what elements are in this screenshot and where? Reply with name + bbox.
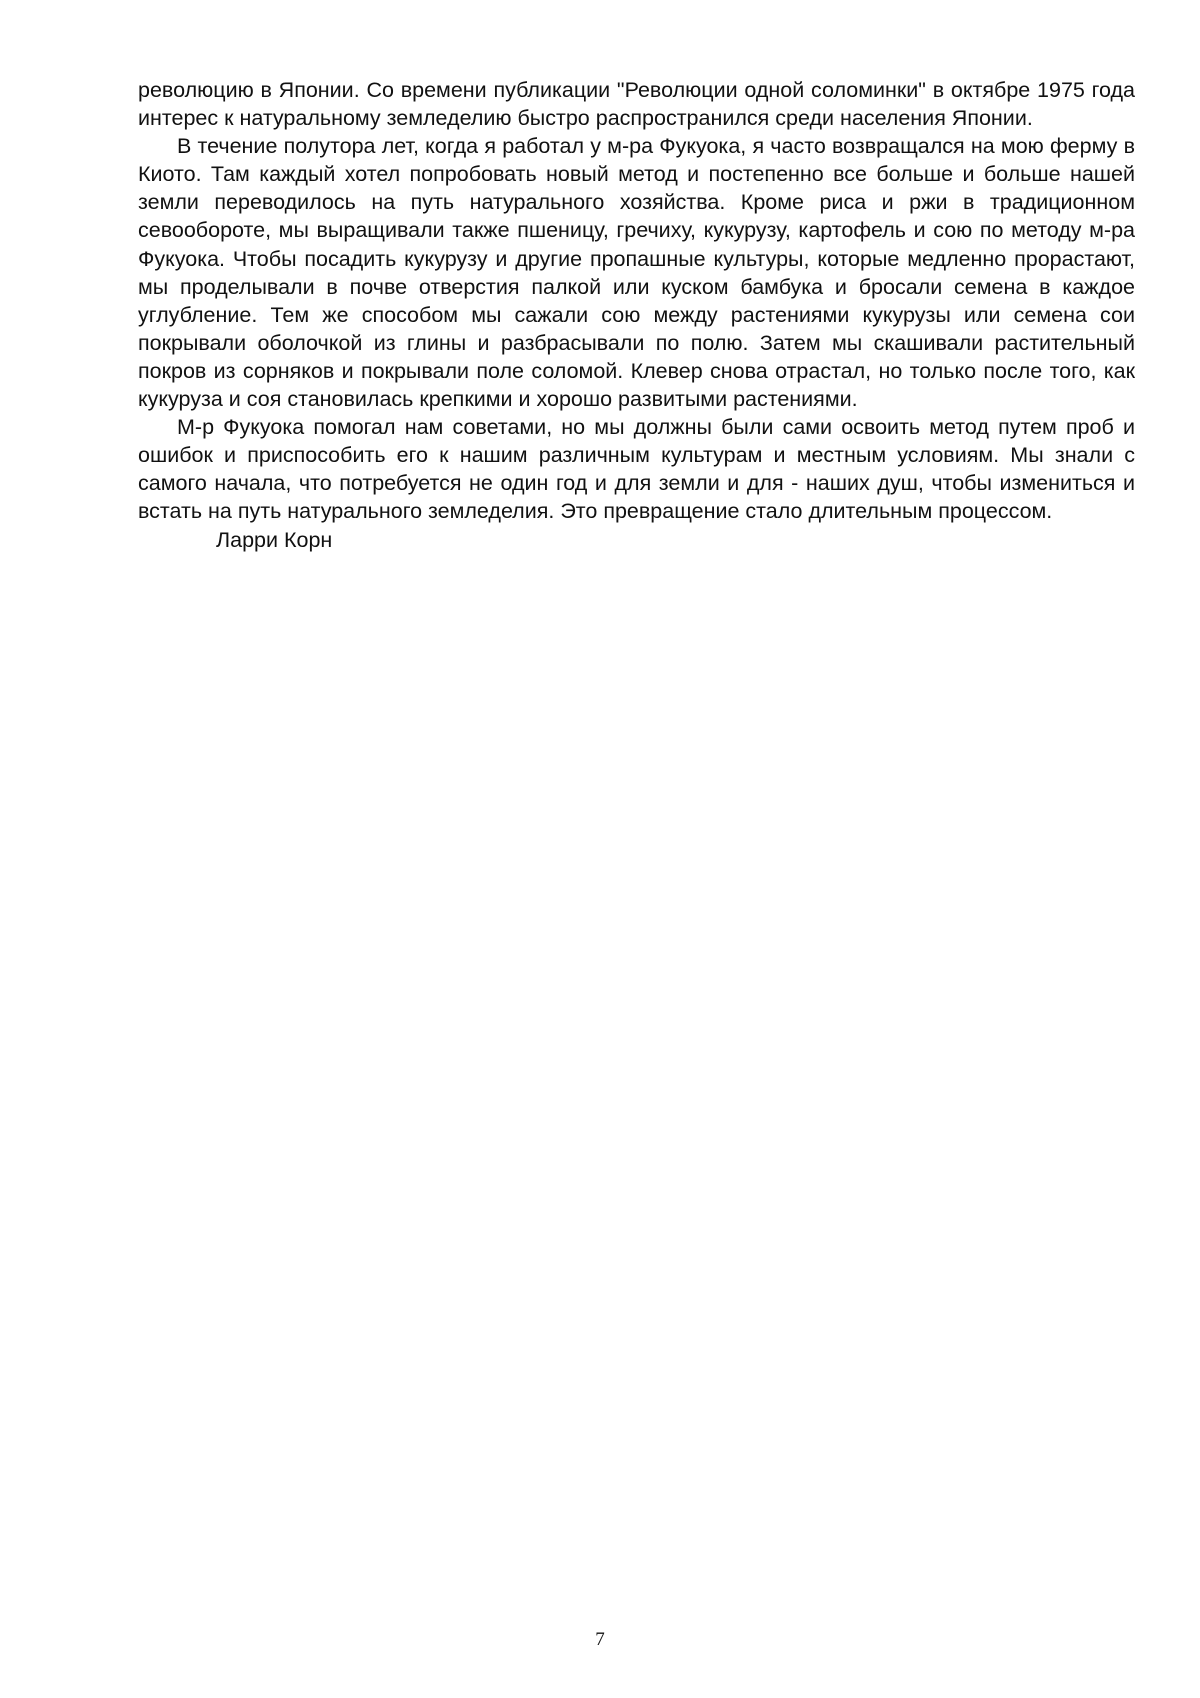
paragraph-1: революцию в Японии. Со времени публикации "Революции одной соломинки" в октябре 1975 года интерес к натуральному земледелию быстро распространился среди населения Японии. xyxy=(138,78,1135,131)
paragraph-2: В течение полутора лет, когда я работал у м-ра Фукуока, я часто возвращался на мою ферму в Киото. Там каждый хотел попробовать новый метод и постепенно все больше и больше нашей земли переводилось на путь натурального хозяйства. Кроме риса и ржи в традиционном севообороте, мы выращивали также пшеницу, гречиху, кукурузу, картофель и сою по методу м-ра Фукуока. Чтобы посадить кукурузу и другие пропашные культуры, которые медленно прорастают, мы проделывали в почве отверстия палкой или куском бамбука и бросали семена в каждое углубление. Тем же способом мы сажали сою между растениями кукурузы или семена сои покрывали оболочкой из глины и разбрасывали по полю. Затем мы скашивали растительный покров из сорняков и покрывали поле соломой. Клевер снова отрастал, но только после того, как кукуруза и соя становилась крепкими и хорошо развитыми растениями. xyxy=(138,134,1135,412)
paragraph-3: М-р Фукуока помогал нам советами, но мы должны были сами освоить метод путем проб и ошибок и приспособить его к нашим различным культурам и местным условиям. Мы знали с самого начала, что потребуется не один год и для земли и для - наших душ, чтобы измениться и встать на путь натурального земледелия. Это превращение стало длительным процессом. xyxy=(138,415,1135,524)
author-signature: Ларри Корн xyxy=(216,527,333,552)
body-text xyxy=(138,76,1135,554)
page-number: 7 xyxy=(595,1629,605,1650)
